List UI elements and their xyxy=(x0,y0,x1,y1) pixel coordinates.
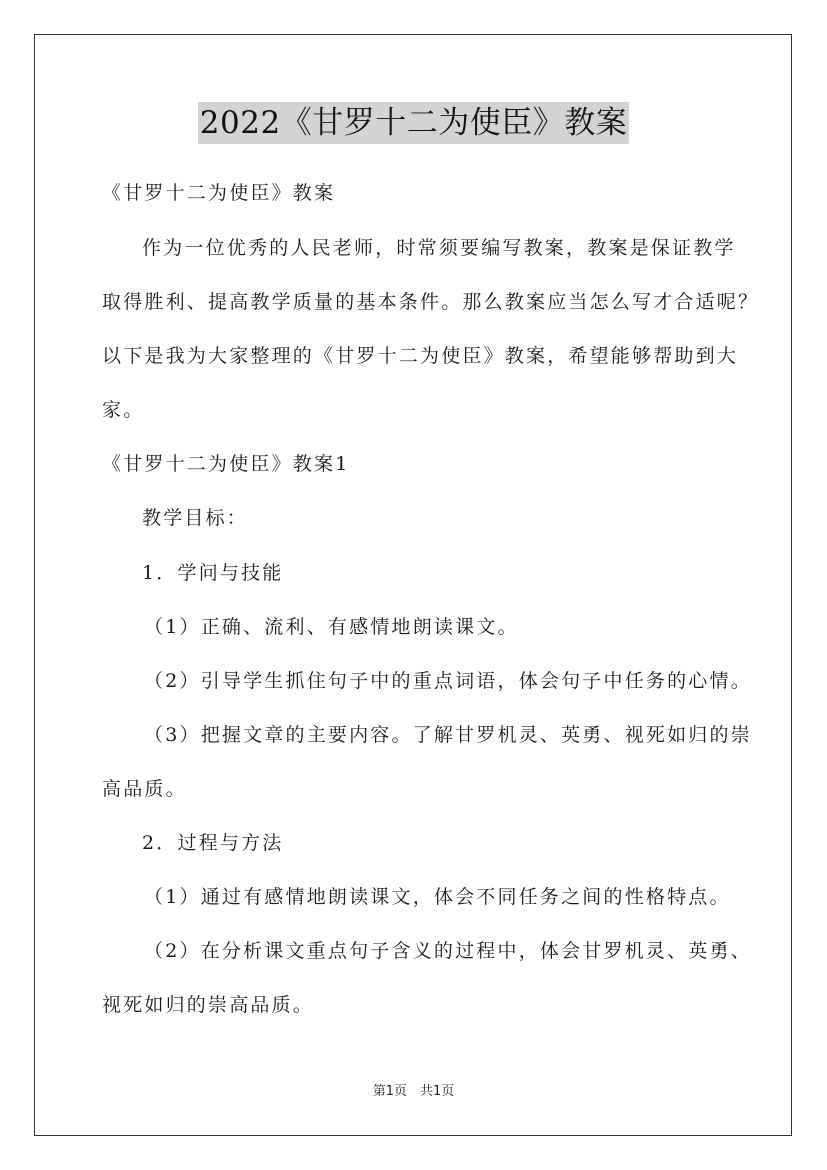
intro-paragraph-line: 取得胜利、提高教学质量的基本条件。那么教案应当怎么写才合适呢？ xyxy=(102,291,760,313)
page-footer: 第1页 共1页 xyxy=(372,1084,455,1099)
title-container xyxy=(0,102,827,144)
goal-section-heading: 2．过程与方法 xyxy=(142,832,284,854)
goal-item: （3）把握文章的主要内容。了解甘罗机灵、英勇、视死如归的崇 xyxy=(144,724,752,746)
lesson-heading: 《甘罗十二为使臣》教案1 xyxy=(102,453,350,475)
teaching-goals-heading: 教学目标： xyxy=(142,507,249,529)
goal-item: （1）通过有感情地朗读课文，体会不同任务之间的性格特点。 xyxy=(144,886,731,908)
section-heading: 《甘罗十二为使臣》教案 xyxy=(102,182,336,204)
intro-paragraph-line: 家。 xyxy=(102,399,145,421)
goal-section-heading: 1．学问与技能 xyxy=(142,562,284,584)
goal-item-continuation: 高品质。 xyxy=(102,778,187,800)
goal-item: （1）正确、流利、有感情地朗读课文。 xyxy=(144,616,519,638)
document-title: 2022《甘罗十二为使臣》教案 xyxy=(198,102,629,144)
intro-paragraph-line: 作为一位优秀的人民老师，时常须要编写教案，教案是保证教学 xyxy=(142,237,736,259)
goal-item: （2）引导学生抓住句子中的重点词语，体会句子中任务的心情。 xyxy=(144,670,752,692)
goal-item: （2）在分析课文重点句子含义的过程中，体会甘罗机灵、英勇、 xyxy=(144,940,752,962)
intro-paragraph-line: 以下是我为大家整理的《甘罗十二为使臣》教案，希望能够帮助到大 xyxy=(102,345,739,367)
goal-item-continuation: 视死如归的崇高品质。 xyxy=(102,994,315,1016)
